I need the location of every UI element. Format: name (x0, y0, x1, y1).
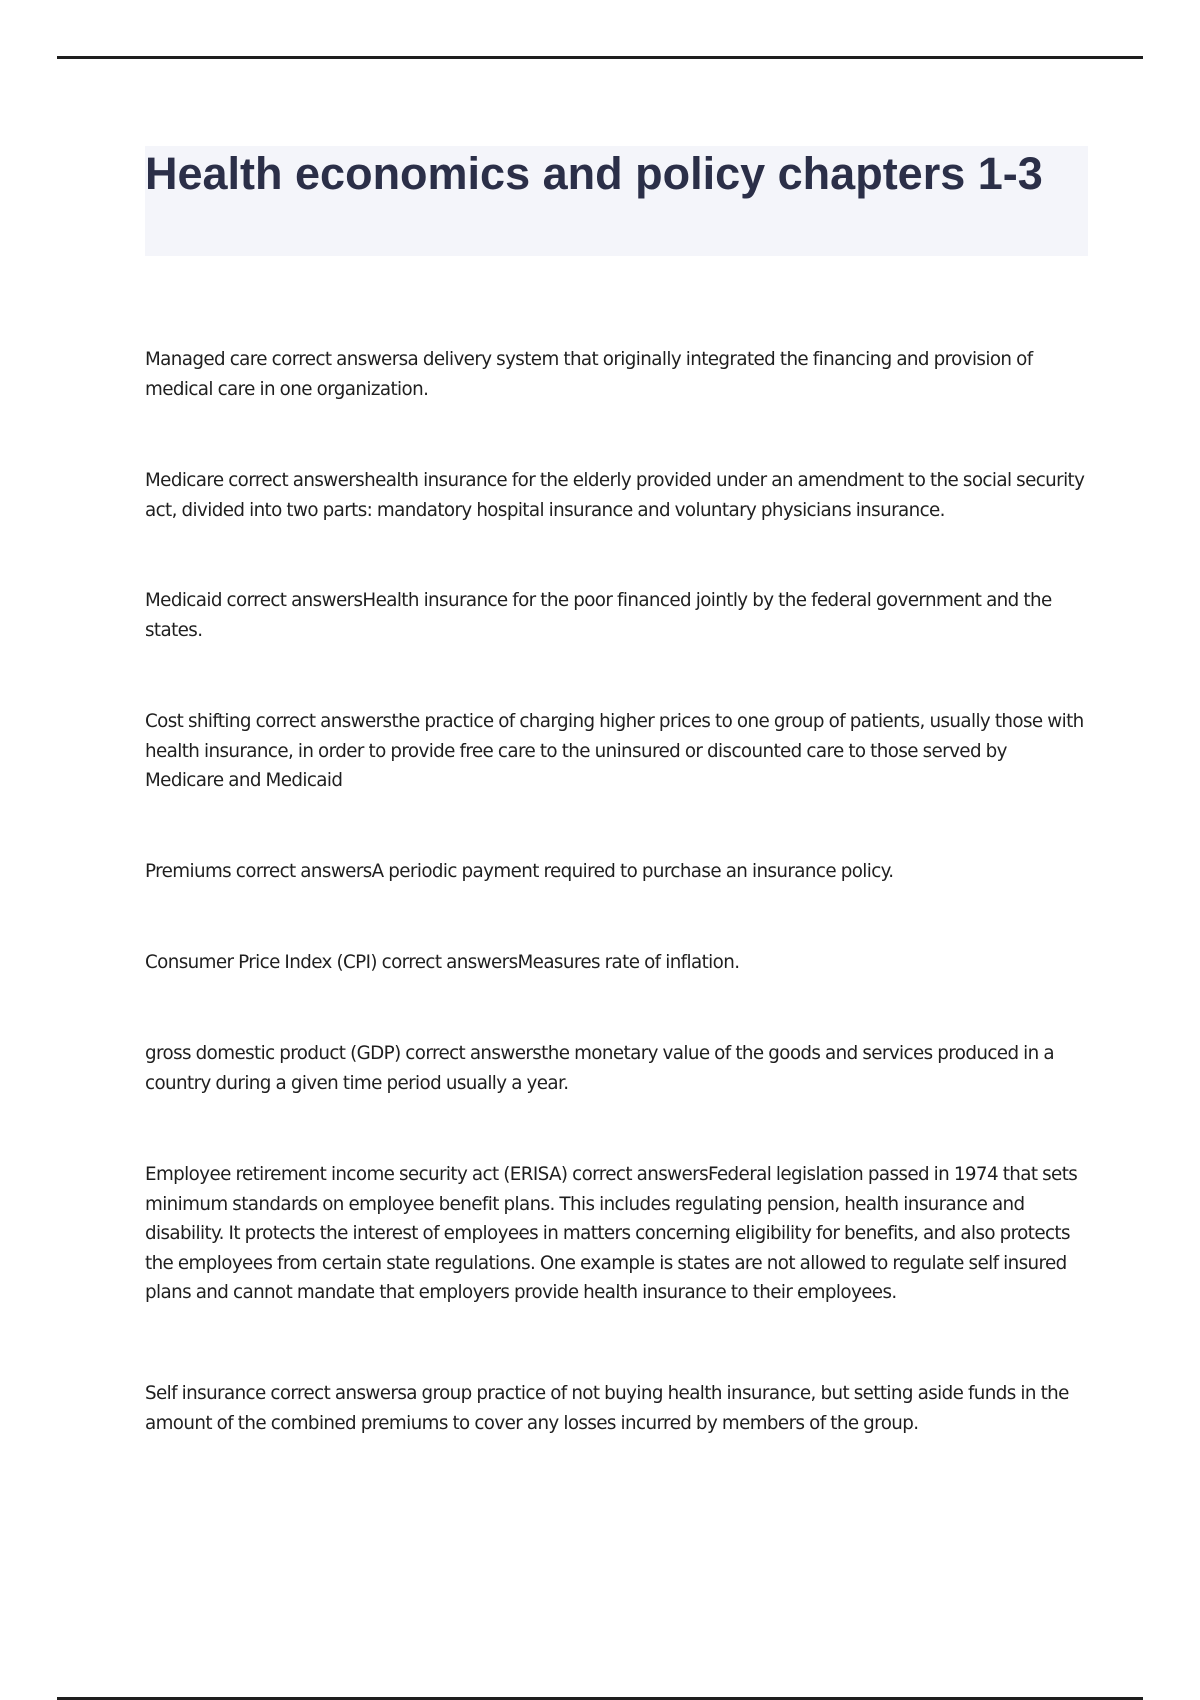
entry-cpi: Consumer Price Index (CPI) correct answersMeasures rate of inflation. (145, 952, 740, 973)
entry-managed-care: Managed care correct answersa delivery system that originally integrated the financing and provision of medical care in one organization. (145, 349, 1033, 400)
entry-gdp: gross domestic product (GDP) correct answersthe monetary value of the goods and services produced in a country during a given time period usually a year. (145, 1043, 1054, 1094)
entry-cost-shifting: Cost shifting correct answersthe practice of charging higher prices to one group of patients, usually those with health insurance, in order to provide free care to the uninsured or discounted care to those served by Medicare and Medicaid (145, 711, 1084, 791)
entry-erisa: Employee retirement income security act (ERISA) correct answersFederal legislation passed in 1974 that sets minimum standards on employee benefit plans. This includes regulating pension, health insurance and disability. It protects the interest of employees in matters concerning eligibility for benefits, and also protects the employees from certain state regulations. One example is states are not allowed to regulate self insured plans and cannot mandate that employers provide health insurance to their employees. (145, 1164, 1078, 1303)
entry-premiums: Premiums correct answersA periodic payment required to purchase an insurance policy. (145, 861, 894, 882)
entry-medicare: Medicare correct answershealth insurance for the elderly provided under an amendment to the social security act, divided into two parts: mandatory hospital insurance and voluntary physicians insurance. (145, 470, 1085, 521)
entry-self-insurance: Self insurance correct answersa group practice of not buying health insurance, but setting aside funds in the amount of the combined premiums to cover any losses incurred by members of the group. (145, 1383, 1069, 1434)
entry-medicaid: Medicaid correct answersHealth insurance for the poor financed jointly by the federal government and the states. (145, 590, 1052, 641)
header-rule (57, 56, 1143, 59)
page-title: Health economics and policy chapters 1-3 (145, 148, 1043, 199)
